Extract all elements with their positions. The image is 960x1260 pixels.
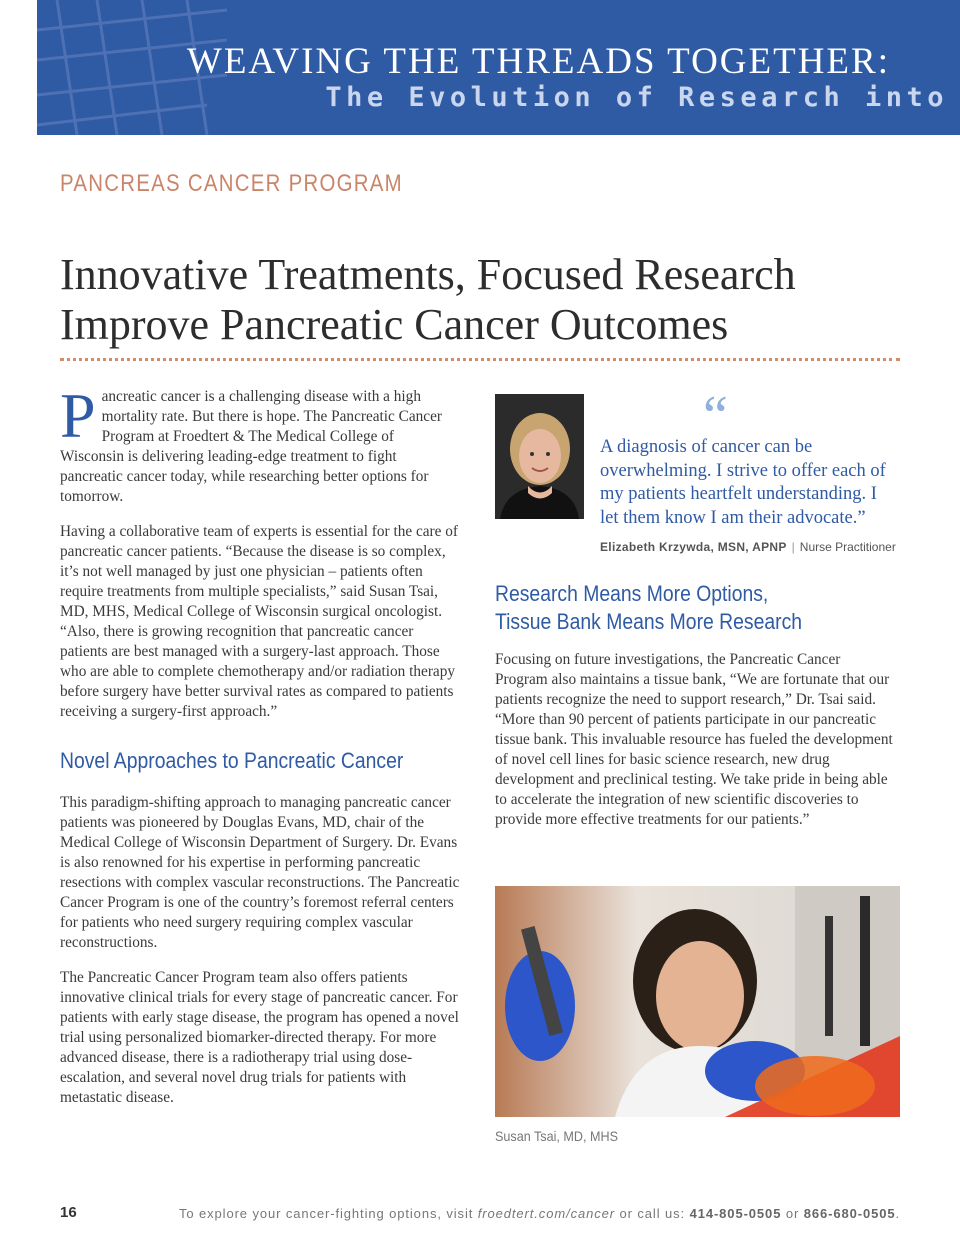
quote-author-name: Elizabeth Krzywda, MSN, APNP <box>600 540 787 554</box>
quote-mark: “ <box>703 385 728 447</box>
body-paragraph: Having a collaborative team of experts is essential for the care of pancreatic cancer patients. “Because the disease is so complex, it’s not well managed by just one physician – patients often require treatments from multiple specialists,” said Susan Tsai, MD, MHS, Medical College of Wisconsin surgical oncologist. “Also, there is growing recognition that pancreatic cancer patients are best managed with a surgery-last approach. Those who are able to complete chemotherapy and/or radiation therapy before surgery have better survival rates as compared to patients receiving a surgery-first approach.” <box>60 523 458 720</box>
headline-line-1: Innovative Treatments, Focused Research <box>60 250 796 299</box>
dotted-divider <box>60 358 900 361</box>
body-paragraph: This paradigm-shifting approach to managing pancreatic cancer patients was pioneered by Douglas Evans, MD, chair of the Medical College of Wisconsin Department of Surgery. Dr. Evans is also renowned for his expertise in performing pancreatic resections with complex vascular reconstructions. The Pancreatic Cancer Program is one of the country’s foremost referral centers for patients who need surgery requiring complex vascular reconstructions. <box>60 794 460 951</box>
subhead-novel-approaches: Novel Approaches to Pancreatic Cancer <box>60 748 404 773</box>
quote-attribution <box>600 540 920 554</box>
section-label: PANCREAS CANCER PROGRAM <box>60 170 403 197</box>
footer-phone-1[interactable]: 414-805-0505 <box>689 1206 782 1221</box>
banner-title: WEAVING THE THREADS TOGETHER: <box>186 41 890 82</box>
pull-quote: A diagnosis of cancer can be overwhelming. I strive to offer each of my patients heartfelt understanding. I let them know I am their advocate.” <box>600 437 886 528</box>
footer-period: . <box>895 1206 900 1221</box>
right-column <box>495 650 895 845</box>
header-banner <box>37 0 960 135</box>
banner-subtitle: The Evolution of Research into <box>325 82 948 113</box>
body-paragraph: The Pancreatic Cancer Program team also offers patients innovative clinical trials for every stage of pancreatic cancer. For patients with early stage disease, the program has opened a novel trial using personalized biomarker-directed therapy. For more advanced disease, there is a radiotherapy trial using dose-escalation, and several novel drug trials for patients with metastatic disease. <box>60 969 459 1106</box>
intro-text: ancreatic cancer is a challenging disease with a high mortality rate. But there is hope. The Pancreatic Cancer Program at Froedtert & The Medical College of Wisconsin is delivering leading-edge treatment to fight pancreatic cancer today, while researching better options for tomorrow. <box>60 388 442 505</box>
headline-line-2: Improve Pancreatic Cancer Outcomes <box>60 300 729 349</box>
attribution-separator: | <box>791 540 795 554</box>
footer-url-link[interactable]: froedtert.com/cancer <box>477 1206 615 1221</box>
lab-photo <box>495 886 900 1117</box>
subhead-line-1: Research Means More Options, <box>495 581 769 606</box>
footer-text-or: or <box>781 1206 804 1221</box>
intro-paragraph <box>60 380 460 507</box>
quote-author-role: Nurse Practitioner <box>799 540 896 554</box>
subhead-research <box>495 580 865 636</box>
photo-caption: Susan Tsai, MD, MHS <box>495 1128 619 1144</box>
page-headline <box>60 250 920 350</box>
subhead-line-2: Tissue Bank Means More Research <box>495 609 803 634</box>
footer-phone-2[interactable]: 866-680-0505 <box>803 1206 896 1221</box>
page-number: 16 <box>60 1204 77 1221</box>
left-column <box>60 380 460 1123</box>
footer-text-mid: or call us: <box>615 1206 690 1221</box>
body-paragraph: Focusing on future investigations, the Pancreatic Cancer Program also maintains a tissue bank, “We are fortunate that our patients recognize the need to support research,” Dr. Tsai said. “More than 90 percent of patients participate in our pancreatic tissue bank. This invaluable resource has fueled the development of novel cell lines for basic science research, new drug development and preclinical testing. We take pride in being able to accelerate the integration of new scientific discoveries to provide more effective treatments for our patients.” <box>495 651 893 828</box>
drop-cap: P <box>60 380 96 451</box>
footer-text <box>179 1206 900 1221</box>
footer-text-lead: To explore your cancer-fighting options, visit <box>178 1206 478 1221</box>
portrait-photo <box>495 394 584 519</box>
